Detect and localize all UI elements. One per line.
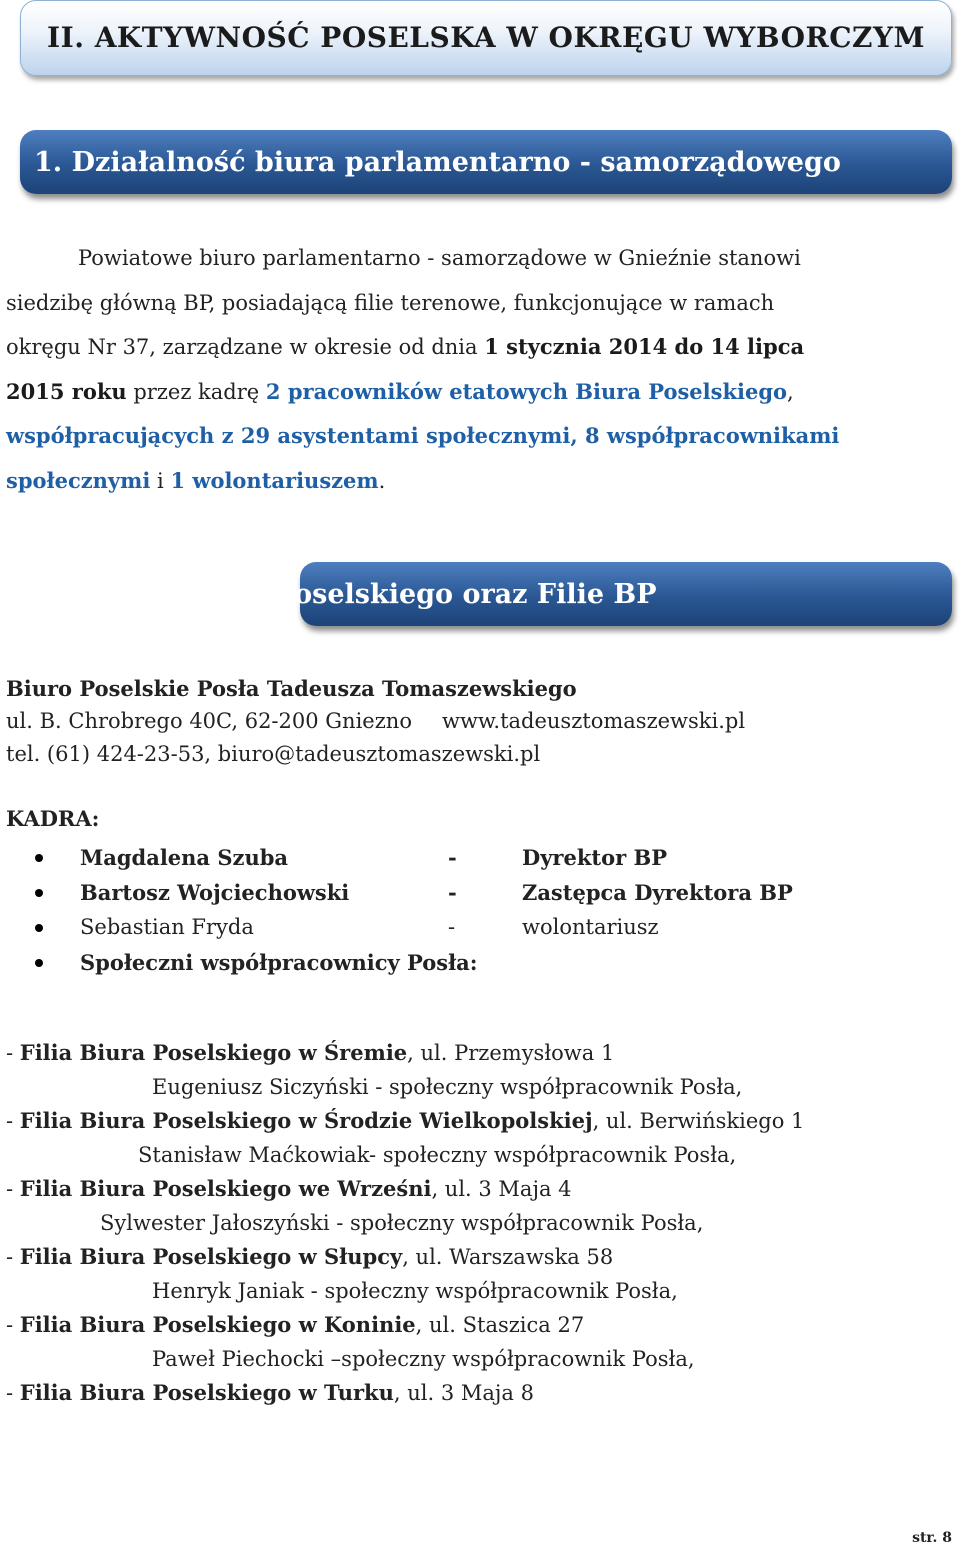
branch-line xyxy=(6,1172,804,1206)
intro-social: społecznymi xyxy=(6,467,151,493)
branch-person: Sylwester Jałoszyński - społeczny współpracownik Posła, xyxy=(100,1211,704,1235)
intro-line-3-text: okręgu Nr 37, zarządzane w okresie od dnia xyxy=(6,335,478,359)
intro-volunteer: 1 wolontariuszem xyxy=(170,467,379,493)
page-number: str. 8 xyxy=(912,1530,952,1546)
intro-line-3 xyxy=(6,325,952,370)
branch-prefix: - xyxy=(6,1381,20,1405)
branch-line xyxy=(6,1308,804,1342)
heading-1-banner xyxy=(20,130,952,194)
branch-address: , ul. Warszawska 58 xyxy=(402,1245,614,1269)
staff-role: wolontariusz xyxy=(522,915,659,939)
branches-list xyxy=(6,1036,804,1410)
intro-period: . xyxy=(378,468,386,493)
intro-line-1: Powiatowe biuro parlamentarno - samorządowe w Gnieźnie stanowi xyxy=(78,246,801,270)
intro-line-6 xyxy=(6,459,952,504)
branch-line xyxy=(6,1376,804,1410)
staff-role: Dyrektor BP xyxy=(522,845,668,870)
bullet-icon xyxy=(35,854,43,862)
staff-dash: - xyxy=(448,880,457,905)
intro-and: i xyxy=(157,468,164,493)
staff-name: Magdalena Szuba xyxy=(80,845,289,870)
branch-name: Filia Biura Poselskiego w Koninie xyxy=(19,1312,416,1337)
branch-prefix: - xyxy=(6,1109,20,1133)
staff-name: Bartosz Wojciechowski xyxy=(80,880,350,905)
branch-prefix: - xyxy=(6,1177,20,1201)
intro-comma: , xyxy=(787,379,794,404)
branch-address: , ul. Staszica 27 xyxy=(415,1313,585,1337)
intro-line-2: siedzibę główną BP, posiadającą filie terenowe, funkcjonujące w ramach xyxy=(6,290,775,315)
intro-staff-count: 2 pracowników etatowych Biura Poselskiego xyxy=(265,378,788,404)
intro-line-4 xyxy=(6,370,952,415)
staff-name: Społeczni współpracownicy Posła: xyxy=(80,950,478,975)
office-address: ul. B. Chrobrego 40C, 62-200 Gniezno xyxy=(6,709,412,733)
bullet-icon xyxy=(35,889,43,897)
office-website[interactable]: www.tadeusztomaszewski.pl xyxy=(441,709,746,733)
staff-dash: - xyxy=(448,845,457,870)
office-address-line xyxy=(6,705,745,738)
branch-person: Eugeniusz Siczyński - społeczny współpracownik Posła, xyxy=(152,1075,743,1099)
intro-line-4-text: przez kadrę xyxy=(133,379,260,404)
branch-person: Stanisław Maćkowiak- społeczny współpracownik Posła, xyxy=(138,1143,737,1167)
intro-year: 2015 roku xyxy=(6,378,127,404)
section-title: II. AKTYWNOŚĆ POSELSKA W OKRĘGU WYBORCZYM xyxy=(47,21,925,54)
branch-person: Henryk Janiak - społeczny współpracownik Posła, xyxy=(152,1279,678,1303)
branch-name: Filia Biura Poselskiego w Turku xyxy=(19,1380,394,1405)
staff-dash: - xyxy=(448,915,456,939)
branch-line xyxy=(6,1104,804,1138)
heading-2: 2. Siedziba Biura Poselskiego oraz Filie BP xyxy=(6,578,657,610)
intro-date-range: 1 stycznia 2014 do 14 lipca xyxy=(484,334,805,359)
branch-name: Filia Biura Poselskiego we Wrześni xyxy=(19,1176,432,1201)
branch-line xyxy=(6,1036,804,1070)
bullet-icon xyxy=(35,924,43,932)
office-contact: tel. (61) 424-23-53, biuro@tadeusztomaszewski.pl xyxy=(6,742,541,766)
intro-line-5: współpracujących z 29 asystentami społecznymi, 8 współpracownikami xyxy=(6,423,840,448)
branch-name: Filia Biura Poselskiego w Środzie Wielkopolskiej xyxy=(19,1108,593,1133)
branch-address: , ul. Przemysłowa 1 xyxy=(407,1041,615,1065)
heading-2-banner xyxy=(6,562,952,626)
branch-prefix: - xyxy=(6,1041,20,1065)
branch-name: Filia Biura Poselskiego w Słupcy xyxy=(19,1244,403,1269)
staff-name: Sebastian Fryda xyxy=(80,915,254,939)
intro-paragraph xyxy=(6,236,952,503)
section-title-banner xyxy=(20,0,952,76)
branch-line xyxy=(6,1240,804,1274)
branch-name: Filia Biura Poselskiego w Śremie xyxy=(19,1040,408,1065)
branch-address: , ul. Berwińskiego 1 xyxy=(592,1109,805,1133)
branch-address: , ul. 3 Maja 4 xyxy=(431,1177,572,1201)
staff-role: Zastępca Dyrektora BP xyxy=(522,880,793,905)
bullet-icon xyxy=(35,959,43,967)
heading-1: 1. Działalność biura parlamentarno - samorządowego xyxy=(34,146,841,178)
branch-prefix: - xyxy=(6,1313,20,1337)
office-address-block xyxy=(6,672,745,771)
branch-prefix: - xyxy=(6,1245,20,1269)
branch-address: , ul. 3 Maja 8 xyxy=(393,1381,534,1405)
kadra-label: KADRA: xyxy=(6,806,100,831)
branch-person: Paweł Piechocki –społeczny współpracownik Posła, xyxy=(152,1347,695,1371)
office-name: Biuro Poselskie Posła Tadeusza Tomaszewskiego xyxy=(6,676,577,701)
